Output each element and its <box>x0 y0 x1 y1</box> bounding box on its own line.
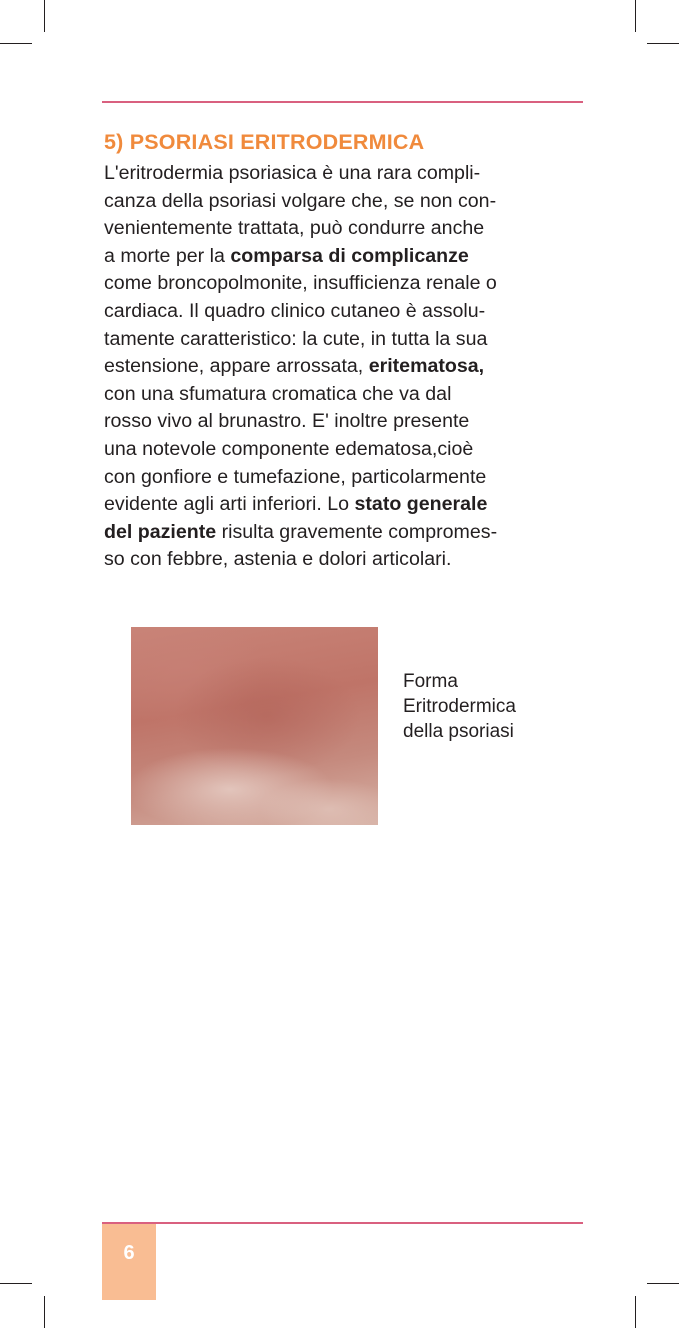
crop-mark-bottom-left-v <box>44 1296 45 1328</box>
bottom-divider <box>102 1222 583 1224</box>
crop-mark-top-left-v <box>44 0 45 32</box>
body-line: evidente agli arti inferiori. Lo stato generale <box>104 493 488 516</box>
caption-line: della psoriasi <box>403 721 514 742</box>
body-line: estensione, appare arrossata, eritematosa, <box>104 355 485 378</box>
crop-mark-bottom-right-v <box>635 1296 636 1328</box>
bold-phrase: comparsa di complicanze <box>230 244 469 267</box>
bold-phrase: eritematosa, <box>368 355 485 378</box>
crop-mark-bottom-left-h <box>0 1283 32 1284</box>
body-line: con una sfumatura cromatica che va dal <box>104 382 452 405</box>
body-line: con gonfiore e tumefazione, particolarmente <box>104 465 487 488</box>
body-paragraph <box>104 160 574 574</box>
crop-mark-top-left-h <box>0 43 32 44</box>
body-line: del paziente risulta gravemente compromes- <box>104 520 498 543</box>
crop-mark-top-right-h <box>647 43 679 44</box>
body-line: venientemente trattata, può condurre anche <box>104 217 485 240</box>
body-line: so con febbre, astenia e dolori articolari. <box>104 548 452 571</box>
body-line: una notevole componente edematosa,cioè <box>104 437 474 460</box>
body-line: a morte per la comparsa di complicanze <box>104 244 469 267</box>
caption-line: Forma <box>403 671 458 692</box>
page-number: 6 <box>123 1242 135 1264</box>
body-line: rosso vivo al brunastro. E' inoltre presente <box>104 410 470 433</box>
top-divider <box>102 101 583 103</box>
photo-caption <box>403 669 516 744</box>
bold-phrase: del paziente <box>104 520 217 543</box>
body-line: come broncopolmonite, insufficienza renale o <box>104 272 497 295</box>
body-line: canza della psoriasi volgare che, se non con- <box>104 189 497 212</box>
body-line: cardiaca. Il quadro clinico cutaneo è assolu- <box>104 299 486 322</box>
erythroderma-skin-photo <box>131 627 378 825</box>
crop-mark-top-right-v <box>635 0 636 32</box>
body-line: tamente caratteristico: la cute, in tutta la sua <box>104 327 488 350</box>
crop-mark-bottom-right-h <box>647 1283 679 1284</box>
bold-phrase: stato generale <box>354 493 488 516</box>
body-line: L'eritrodermia psoriasica è una rara compli- <box>104 162 481 184</box>
caption-line: Eritrodermica <box>403 696 516 717</box>
section-heading: 5) PSORIASI ERITRODERMICA <box>104 130 425 154</box>
page-number-box <box>102 1224 156 1300</box>
